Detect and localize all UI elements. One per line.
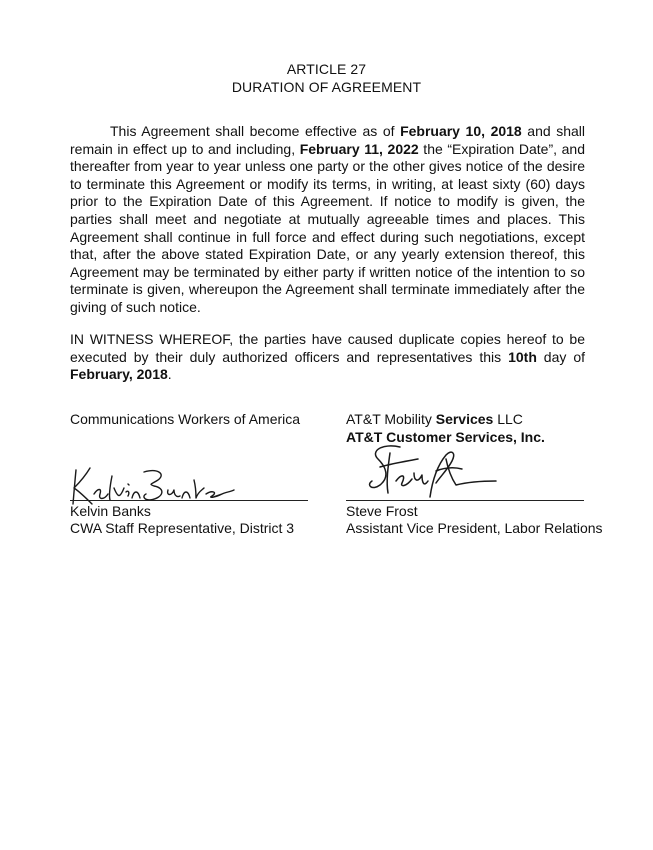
- right-signer-name: Steve Frost: [346, 503, 418, 519]
- article-number: ARTICLE 27: [286, 61, 367, 77]
- right-org1-part-a: AT&T Mobility: [346, 411, 436, 427]
- para2-text-2: day of: [536, 348, 585, 365]
- expiration-date: February 11, 2022: [299, 140, 419, 157]
- duration-paragraph: [70, 123, 585, 317]
- left-signer-title: CWA Staff Representative, District 3: [70, 520, 295, 536]
- right-org1-part-b: Services: [435, 411, 494, 427]
- para1-text-2: and shall remain in effect up to and including,: [70, 123, 585, 157]
- right-org1-part-c: LLC: [493, 411, 523, 427]
- right-signature-line: [346, 500, 584, 501]
- witness-paragraph: [70, 331, 585, 384]
- left-signer-name: Kelvin Banks: [70, 503, 151, 519]
- para2-text-3: .: [167, 366, 172, 383]
- witness-month-year: February, 2018: [70, 366, 168, 383]
- right-party-org-line1: [346, 410, 523, 428]
- witness-day: 10th: [508, 348, 537, 365]
- right-signer-title: Assistant Vice President, Labor Relations: [346, 520, 603, 536]
- effective-date: February 10, 2018: [400, 123, 522, 139]
- para2-text-1: IN WITNESS WHEREOF, the parties have caused duplicate copies hereof to be executed by their duly authorized officers and representatives this: [70, 331, 585, 365]
- para1-text-3: the “Expiration Date”, and thereafter from year to year unless one party or the other gives notice of the desire to terminate this Agreement or modify its terms, in writing, at least sixty (60) days prior to the Expiration Date of this Agreement. If notice to modify is given, the parties shall meet and negotiate at mutually agreeable times and places. This Agreement shall continue in full force and effect during such negotiations, except that, after the above stated Expiration Date, or any yearly extension thereof, this Agreement may be terminated by either party if written notice of the intention to so terminate is given, whereupon the Agreement shall terminate immediately after the giving of such notice.: [70, 140, 585, 315]
- left-signature-line: [70, 500, 308, 501]
- left-party-org: Communications Workers of America: [70, 411, 301, 427]
- right-party-org-line2: AT&T Customer Services, Inc.: [346, 429, 545, 445]
- article-title: DURATION OF AGREEMENT: [231, 79, 422, 95]
- steve-frost-signature: [360, 437, 500, 505]
- para1-text-1: This Agreement shall become effective as of: [110, 123, 401, 139]
